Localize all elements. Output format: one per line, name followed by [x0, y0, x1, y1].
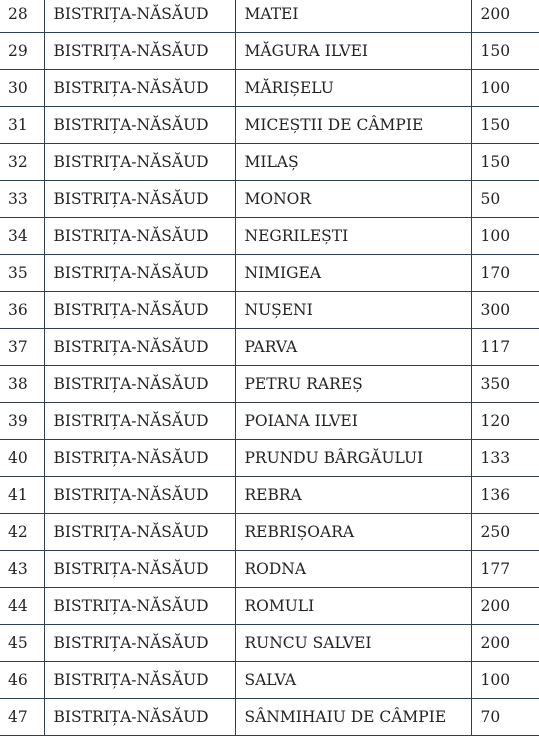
table-row	[0, 292, 539, 329]
row-number-cell: 34	[0, 218, 44, 255]
table-row	[0, 0, 539, 33]
county-cell: BISTRIȚA-NĂSĂUD	[44, 181, 235, 218]
locality-cell: REBRA	[235, 477, 471, 514]
table-row	[0, 403, 539, 440]
row-number-cell: 42	[0, 514, 44, 551]
locality-cell: NEGRILEȘTI	[235, 218, 471, 255]
locality-cell: MICEȘTII DE CÂMPIE	[235, 107, 471, 144]
county-cell: BISTRIȚA-NĂSĂUD	[44, 514, 235, 551]
row-number-cell: 43	[0, 551, 44, 588]
locality-cell: MĂGURA ILVEI	[235, 33, 471, 70]
county-cell: BISTRIȚA-NĂSĂUD	[44, 403, 235, 440]
row-number-cell: 29	[0, 33, 44, 70]
locality-cell: PETRU RAREȘ	[235, 366, 471, 403]
table-row	[0, 551, 539, 588]
row-number-cell: 47	[0, 699, 44, 736]
county-cell: BISTRIȚA-NĂSĂUD	[44, 144, 235, 181]
locality-cell: RODNA	[235, 551, 471, 588]
row-number-cell: 33	[0, 181, 44, 218]
county-cell: BISTRIȚA-NĂSĂUD	[44, 329, 235, 366]
row-number-cell: 41	[0, 477, 44, 514]
value-cell: 350	[471, 366, 539, 403]
locality-cell: SÂNMIHAIU DE CÂMPIE	[235, 699, 471, 736]
county-cell: BISTRIȚA-NĂSĂUD	[44, 588, 235, 625]
row-number-cell: 44	[0, 588, 44, 625]
value-cell: 200	[471, 588, 539, 625]
row-number-cell: 45	[0, 625, 44, 662]
row-number-cell: 31	[0, 107, 44, 144]
table-row	[0, 181, 539, 218]
table-row	[0, 625, 539, 662]
row-number-cell: 28	[0, 0, 44, 33]
value-cell: 177	[471, 551, 539, 588]
row-number-cell: 40	[0, 440, 44, 477]
county-cell: BISTRIȚA-NĂSĂUD	[44, 218, 235, 255]
value-cell: 150	[471, 107, 539, 144]
locality-cell: NUȘENI	[235, 292, 471, 329]
table-row	[0, 588, 539, 625]
value-cell: 100	[471, 662, 539, 699]
county-cell: BISTRIȚA-NĂSĂUD	[44, 625, 235, 662]
county-cell: BISTRIȚA-NĂSĂUD	[44, 699, 235, 736]
value-cell: 150	[471, 33, 539, 70]
county-cell: BISTRIȚA-NĂSĂUD	[44, 440, 235, 477]
value-cell: 133	[471, 440, 539, 477]
county-cell: BISTRIȚA-NĂSĂUD	[44, 255, 235, 292]
locality-cell: MĂRIȘELU	[235, 70, 471, 107]
value-cell: 50	[471, 181, 539, 218]
value-cell: 150	[471, 144, 539, 181]
locality-cell: PARVA	[235, 329, 471, 366]
value-cell: 117	[471, 329, 539, 366]
county-cell: BISTRIȚA-NĂSĂUD	[44, 477, 235, 514]
row-number-cell: 36	[0, 292, 44, 329]
value-cell: 100	[471, 218, 539, 255]
locality-cell: NIMIGEA	[235, 255, 471, 292]
row-number-cell: 30	[0, 70, 44, 107]
county-cell: BISTRIȚA-NĂSĂUD	[44, 70, 235, 107]
locality-cell: REBRIȘOARA	[235, 514, 471, 551]
value-cell: 170	[471, 255, 539, 292]
table-row	[0, 662, 539, 699]
county-cell: BISTRIȚA-NĂSĂUD	[44, 107, 235, 144]
value-cell: 136	[471, 477, 539, 514]
row-number-cell: 32	[0, 144, 44, 181]
value-cell: 200	[471, 0, 539, 33]
row-number-cell: 37	[0, 329, 44, 366]
county-cell: BISTRIȚA-NĂSĂUD	[44, 0, 235, 33]
value-cell: 120	[471, 403, 539, 440]
value-cell: 70	[471, 699, 539, 736]
table-row	[0, 218, 539, 255]
table-row	[0, 329, 539, 366]
value-cell: 100	[471, 70, 539, 107]
row-number-cell: 39	[0, 403, 44, 440]
table-row	[0, 514, 539, 551]
value-cell: 300	[471, 292, 539, 329]
row-number-cell: 35	[0, 255, 44, 292]
table-row	[0, 144, 539, 181]
locality-cell: PRUNDU BÂRGĂULUI	[235, 440, 471, 477]
locality-cell: POIANA ILVEI	[235, 403, 471, 440]
county-cell: BISTRIȚA-NĂSĂUD	[44, 366, 235, 403]
locality-cell: ROMULI	[235, 588, 471, 625]
table-row	[0, 440, 539, 477]
locality-cell: SALVA	[235, 662, 471, 699]
row-number-cell: 38	[0, 366, 44, 403]
table-row	[0, 255, 539, 292]
locality-cell: RUNCU SALVEI	[235, 625, 471, 662]
table-row	[0, 70, 539, 107]
county-cell: BISTRIȚA-NĂSĂUD	[44, 551, 235, 588]
table-row	[0, 477, 539, 514]
county-cell: BISTRIȚA-NĂSĂUD	[44, 662, 235, 699]
table-row	[0, 699, 539, 736]
table-row	[0, 366, 539, 403]
locality-cell: MONOR	[235, 181, 471, 218]
table-row	[0, 107, 539, 144]
row-number-cell: 46	[0, 662, 44, 699]
locality-cell: MILAȘ	[235, 144, 471, 181]
county-cell: BISTRIȚA-NĂSĂUD	[44, 292, 235, 329]
county-cell: BISTRIȚA-NĂSĂUD	[44, 33, 235, 70]
locality-cell: MATEI	[235, 0, 471, 33]
value-cell: 250	[471, 514, 539, 551]
table-row	[0, 33, 539, 70]
value-cell: 200	[471, 625, 539, 662]
